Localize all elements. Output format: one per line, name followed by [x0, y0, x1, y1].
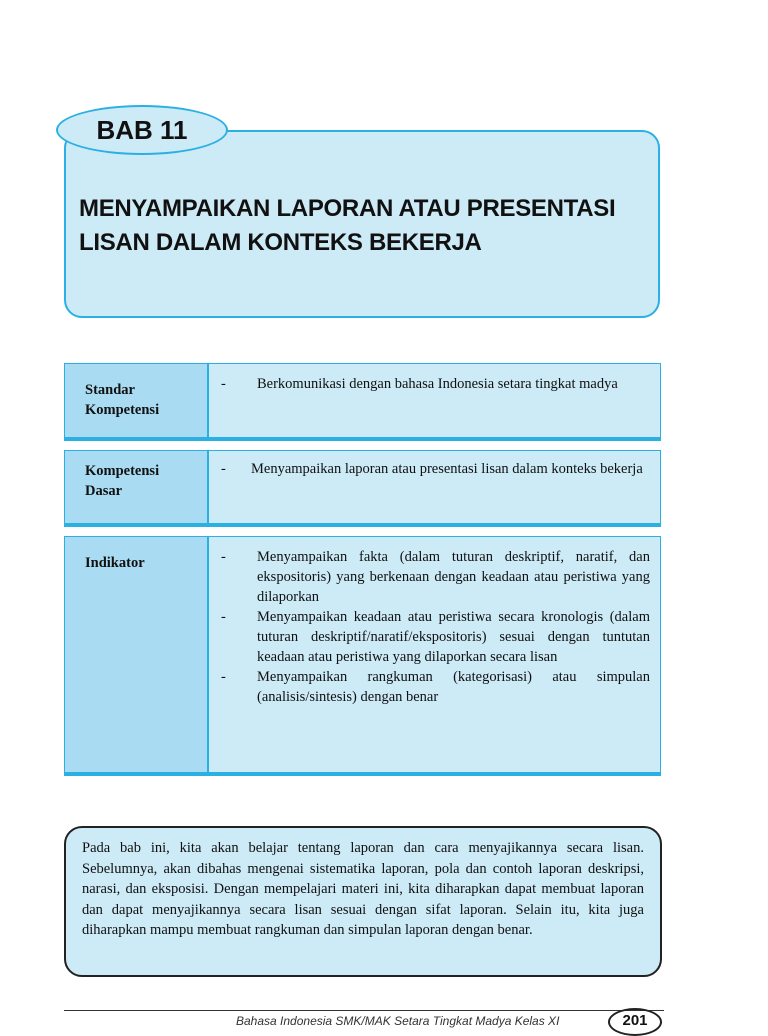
page-number: 201 — [608, 1008, 662, 1036]
list-item — [219, 547, 650, 607]
list-item — [219, 459, 650, 479]
bullet-dash: - — [221, 461, 226, 477]
indikator-row — [64, 536, 661, 776]
list-item-text: Berkomunikasi dengan bahasa Indonesia setara tingkat madya — [257, 376, 618, 392]
kompetensi-dasar-content — [209, 451, 660, 526]
chapter-intro-box — [64, 826, 662, 977]
list-item-text: Menyampaikan laporan atau presentasi lisan dalam konteks bekerja — [251, 461, 643, 477]
footer-divider — [64, 1010, 664, 1011]
bullet-dash: - — [221, 669, 226, 685]
standar-kompetensi-list — [219, 374, 650, 394]
indikator-content — [209, 537, 660, 775]
kompetensi-dasar-row — [64, 450, 661, 527]
list-item-text: Menyampaikan keadaan atau peristiwa secara kronologis (dalam tuturan deskriptif/naratif/ekspositoris) sesuai dengan tuntutan keadaan atau peristiwa yang dilaporkan secara lisan — [257, 609, 650, 665]
kompetensi-dasar-list — [219, 459, 650, 479]
bullet-dash: - — [221, 376, 226, 392]
indikator-label: Indikator — [65, 537, 209, 775]
standar-kompetensi-row — [64, 363, 661, 441]
list-item-text: Menyampaikan fakta (dalam tuturan deskriptif, naratif, dan ekspositoris) yang berkenaan dengan keadaan atau peristiwa yang dilaporkan — [257, 549, 650, 605]
kompetensi-dasar-label: Kompetensi Dasar — [65, 451, 209, 526]
standar-kompetensi-label: Standar Kompetensi — [65, 364, 209, 440]
list-item — [219, 374, 650, 394]
list-item — [219, 667, 650, 707]
chapter-intro-text: Pada bab ini, kita akan belajar tentang laporan dan cara menyajikannya secara lisan. Sebelumnya, akan dibahas mengenai sistematika laporan, pola dan contoh laporan deskripsi, narasi, dan eksposisi. Dengan mempelajari materi ini, kita diharapkan dapat membuat laporan dan dapat menyajikannya secara lisan sesuai dengan sifat laporan. Selain itu, kita juga diharapkan mampu membuat rangkuman dan simpulan laporan dengan benar. — [82, 840, 644, 938]
indikator-list — [219, 547, 650, 707]
list-item-text: Menyampaikan rangkuman (kategorisasi) atau simpulan (analisis/sintesis) dengan benar — [257, 669, 650, 705]
bullet-dash: - — [221, 549, 226, 565]
footer-running-title: Bahasa Indonesia SMK/MAK Setara Tingkat Madya Kelas XI — [236, 1014, 560, 1028]
list-item — [219, 607, 650, 667]
chapter-number-badge: BAB 11 — [56, 105, 228, 155]
chapter-title: MENYAMPAIKAN LAPORAN ATAU PRESENTASI LISAN DALAM KONTEKS BEKERJA — [79, 195, 616, 256]
standar-kompetensi-content — [209, 364, 660, 440]
bullet-dash: - — [221, 609, 226, 625]
